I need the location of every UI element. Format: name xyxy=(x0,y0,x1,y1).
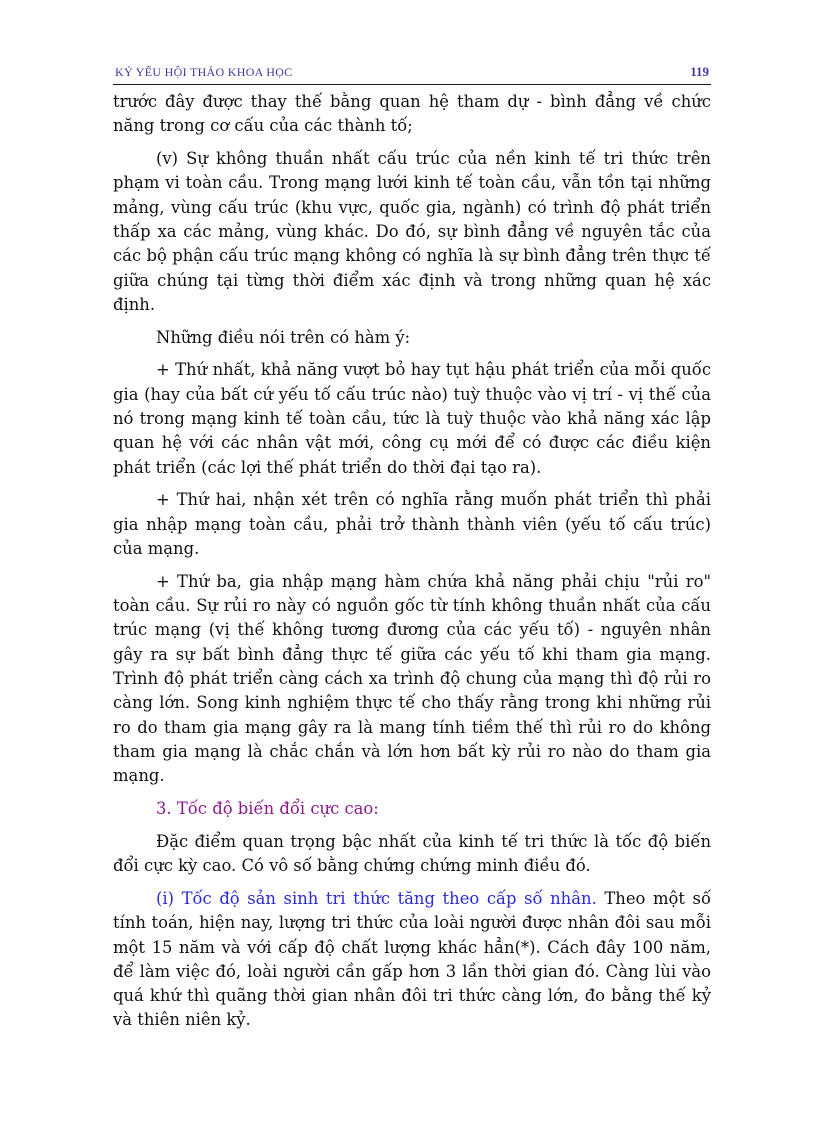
paragraph-item-i-text: Theo một số tính toán, hiện nay, lượng tri thức của loài người được nhân đôi sau mỗi một 15 năm và với cấp độ chất lượng khác hẳn(*). Cách đây 100 năm, để làm việc đó, loài người cần gấp hơn 3 lần thời gian đó. Càng lùi vào quá khứ thì quãng thời gian nhân đôi tri thức càng lớn, đo bằng thế kỷ và thiên niên kỷ. xyxy=(113,888,712,1030)
paragraph-continuation: trước đây được thay thế bằng quan hệ tham dự - bình đẳng về chức năng trong cơ cấu của các thành tố; xyxy=(113,92,711,136)
paragraph-item-i xyxy=(113,887,711,1033)
document-body xyxy=(113,90,711,1041)
paragraph-implications-intro: Những điều nói trên có hàm ý: xyxy=(156,327,411,347)
paragraph-first-point: + Thứ nhất, khả năng vượt bỏ hay tụt hậu phát triển của mỗi quốc gia (hay của bất cứ yếu tố cấu trúc nào) tuỳ thuộc vào vị trí - vị thế của nó trong mạng kinh tế toàn cầu, tức là tuỳ thuộc vào khả năng xác lập quan hệ với các nhân vật mới, công cụ mới để có được các điều kiện phát triển (các lợi thế phát triển do thời đại tạo ra). xyxy=(113,360,711,477)
paragraph-section-3-intro: Đặc điểm quan trọng bậc nhất của kinh tế tri thức là tốc độ biến đổi cực kỳ cao. Có vô số bằng chứng chứng minh điều đó. xyxy=(113,831,711,876)
running-header xyxy=(113,62,711,85)
header-title: KỶ YẾU HỘI THẢO KHOA HỌC xyxy=(115,65,293,79)
page-number: 119 xyxy=(690,64,709,79)
highlighted-subheading: (i) Tốc độ sản sinh tri thức tăng theo cấp số nhân. xyxy=(156,888,597,908)
paragraph-second-point: + Thứ hai, nhận xét trên có nghĩa rằng muốn phát triển thì phải gia nhập mạng toàn cầu, phải trở thành thành viên (yếu tố cấu trúc) của mạng. xyxy=(113,490,711,559)
section-heading-3: 3. Tốc độ biến đổi cực cao: xyxy=(156,799,379,819)
paragraph-item-v: (v) Sự không thuần nhất cấu trúc của nền kinh tế tri thức trên phạm vi toàn cầu. Trong mạng lưới kinh tế toàn cầu, vẫn tồn tại những mảng, vùng cấu trúc (khu vực, quốc gia, ngành) có trình độ phát triển thấp xa các mảng, vùng khác. Do đó, sự bình đẳng về nguyên tắc của các bộ phận cấu trúc mạng không có nghĩa là sự bình đẳng trên thực tế giữa chúng tại từng thời điểm xác định và trong những quan hệ xác định. xyxy=(113,149,711,314)
paragraph-third-point: + Thứ ba, gia nhập mạng hàm chứa khả năng phải chịu "rủi ro" toàn cầu. Sự rủi ro này có nguồn gốc từ tính không thuần nhất của cấu trúc mạng (vị thế không tương đương của các yếu tố) - nguyên nhân gây ra sự bất bình đẳng thực tế giữa các yếu tố khi tham gia mạng. Trình độ phát triển càng cách xa trình độ chung của mạng thì độ rủi ro càng lớn. Song kinh nghiệm thực tế cho thấy rằng trong khi những rủi ro do tham gia mạng gây ra là mang tính tiềm thế thì rủi ro do không tham gia mạng là chắc chắn và lớn hơn bất kỳ rủi ro nào do tham gia mạng. xyxy=(113,571,711,786)
